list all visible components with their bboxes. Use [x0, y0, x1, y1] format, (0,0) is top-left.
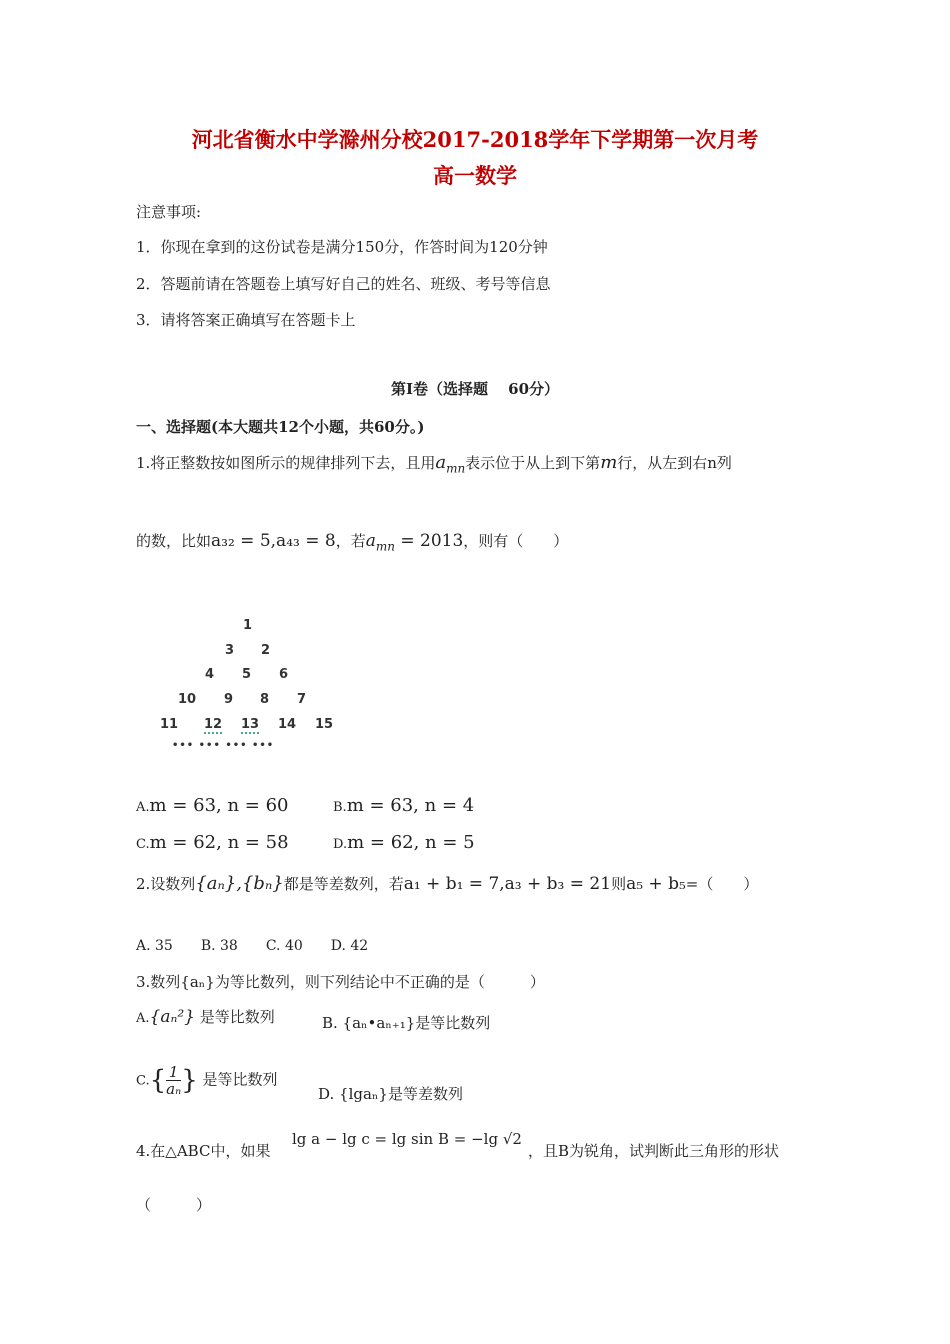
- expr-amn-2013: $a_{mn} = 2013$: [365, 531, 464, 554]
- expr-a5-b5: a₅ + b₅: [626, 874, 686, 894]
- question-4-paren: （ ）: [136, 1196, 212, 1214]
- triangle-cell: 6: [279, 667, 289, 682]
- triangle-cell: 15: [315, 717, 334, 732]
- q1-option-b[interactable]: B.m = 63, n = 4: [333, 795, 475, 816]
- q3-option-a[interactable]: A.{aₙ²} 是等比数列: [136, 1007, 275, 1027]
- question-1-line-2: 的数，比如a₃₂ = 5,a₄₃ = 8，若$a_{mn} = 2013$，则有（ ）: [136, 531, 569, 554]
- page-title: 河北省衡水中学滁州分校2017-2018学年下学期第一次月考: [191, 127, 759, 152]
- triangle-cell: 2: [261, 643, 271, 658]
- q1-option-a[interactable]: A.m = 63, n = 60: [136, 795, 289, 816]
- q3-option-d[interactable]: D. {lgaₙ}是等差数列: [318, 1085, 463, 1103]
- question-4-text-a: 4.在△ABC中，如果: [136, 1142, 271, 1160]
- triangle-cell: 4: [205, 667, 215, 682]
- question-3: 3.数列{aₙ}为等比数列，则下列结论中不正确的是（ ）: [136, 973, 545, 991]
- section-part1: 一、选择题(本大题共12个小题，共60分。): [136, 418, 425, 436]
- triangle-cell: 11: [160, 717, 179, 732]
- notice-heading: 注意事项:: [136, 203, 202, 221]
- fraction-one-over-an: $\frac{1}{\text{aₙ}}$: [166, 1063, 182, 1098]
- number-triangle-figure: [150, 610, 370, 760]
- symbol-m: m: [600, 452, 618, 473]
- expr-sum-condition: a₁ + b₁ = 7,a₃ + b₃ = 21: [403, 874, 612, 894]
- q2-options[interactable]: A. 35 B. 38 C. 40 D. 42: [136, 938, 369, 954]
- page-subtitle: 高一数学: [433, 163, 517, 188]
- q3-option-b[interactable]: B. {aₙ•aₙ₊₁}是等比数列: [322, 1014, 491, 1032]
- notice-item-2: 2．答题前请在答题卷上填写好自己的姓名、班级、考号等信息: [136, 275, 551, 293]
- triangle-cell: 1: [243, 618, 253, 633]
- triangle-cell: 8: [260, 692, 270, 707]
- triangle-dots: ••• ••• ••• •••: [172, 740, 275, 751]
- expr-a32-a43: a₃₂ = 5,a₄₃ = 8: [211, 531, 336, 551]
- symbol-amn: $a_{mn}$: [435, 452, 466, 476]
- triangle-cell: 7: [297, 692, 307, 707]
- q3-option-c[interactable]: C.{ $\frac{1}{\text{aₙ}}$ } 是等比数列: [136, 1063, 278, 1098]
- triangle-cell: 5: [242, 667, 252, 682]
- question-1-line-1: 1.将正整数按如图所示的规律排列下去，且用$a_{mn}$表示位于从上到下第m行，从左到右n列: [136, 452, 732, 476]
- triangle-cell: 13: [241, 717, 260, 732]
- notice-item-1: 1．你现在拿到的这份试卷是满分150分，作答时间为120分钟: [136, 238, 548, 256]
- triangle-cell: 12: [204, 717, 223, 732]
- q1-option-d[interactable]: D.m = 62, n = 5: [333, 832, 475, 853]
- triangle-cell: 3: [225, 643, 235, 658]
- expr-sequences: {aₙ},{bₙ}: [195, 873, 284, 894]
- question-4-text-b: ，且B为锐角，试判断此三角形的形状: [528, 1142, 780, 1160]
- triangle-cell: 9: [224, 692, 234, 707]
- question-2: 2.设数列{aₙ},{bₙ}都是等差数列，若a₁ + b₁ = 7,a₃ + b₃ = 21则a₅ + b₅=（ ）: [136, 873, 759, 894]
- section-title: 第Ⅰ卷（选择题 60分）: [390, 380, 560, 398]
- notice-item-3: 3．请将答案正确填写在答题卡上: [136, 311, 356, 329]
- expr-lg-equation: lg a − lg c = lg sin B = −lg √2: [292, 1130, 522, 1148]
- q1-option-c[interactable]: C.m = 62, n = 58: [136, 832, 289, 853]
- triangle-cell: 10: [178, 692, 197, 707]
- triangle-cell: 14: [278, 717, 297, 732]
